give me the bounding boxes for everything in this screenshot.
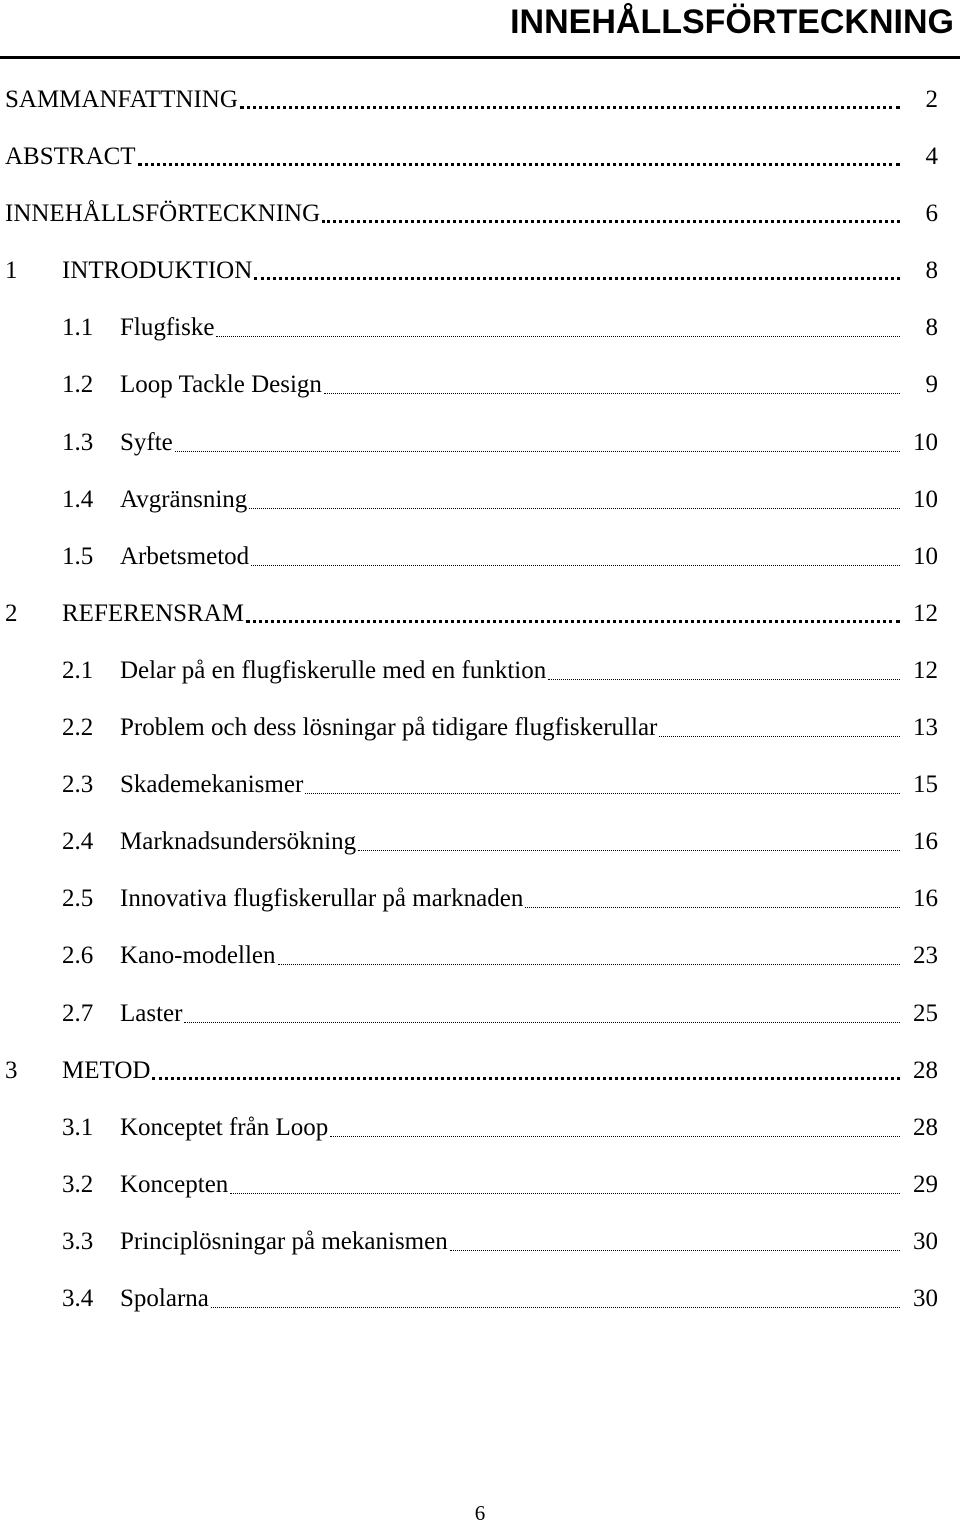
toc-entry-page[interactable]: 28 [913,1056,938,1084]
toc-entry-title[interactable]: Flugfiske [120,314,215,342]
toc-entry-page[interactable]: 30 [913,1284,938,1312]
toc-entry-body [62,1057,938,1085]
toc-entry[interactable] [0,137,960,194]
toc-entry-body [120,1228,938,1256]
table-of-contents [0,80,960,1336]
toc-entry-title[interactable]: Problem och dess lösningar på tidigare flugfiskerullar [120,714,658,742]
toc-entry-body [120,486,938,514]
toc-entry-title[interactable]: SAMMANFATTNING [5,86,238,113]
toc-entry-page[interactable]: 16 [913,885,938,913]
toc-entry-title[interactable]: INNEHÅLLSFÖRTECKNING [5,200,321,228]
toc-entry-number: 2.6 [62,942,94,970]
toc-entry-number: 3 [5,1056,18,1084]
toc-entry-page[interactable]: 28 [913,1113,938,1141]
toc-entry[interactable] [0,1108,960,1165]
toc-entry-number: 1 [5,257,18,285]
toc-dot-leader [152,1076,900,1080]
toc-entry-body [62,257,938,285]
toc-entry[interactable] [0,651,960,708]
toc-entry-number: 3.4 [62,1284,94,1312]
toc-entry-body [120,429,938,457]
toc-entry-body [120,1171,938,1199]
toc-entry-body [120,771,938,799]
toc-entry-number: 2.7 [62,999,94,1027]
toc-entry[interactable] [0,537,960,594]
toc-entry-title[interactable]: Konceptet från Loop [120,1113,329,1141]
toc-entry-title[interactable]: Laster [120,999,183,1027]
toc-entry-page[interactable]: 30 [913,1227,938,1255]
toc-entry[interactable] [0,594,960,651]
toc-entry-number: 2.5 [62,885,94,913]
toc-entry-title[interactable]: Loop Tackle Design [120,371,322,399]
toc-dot-leader [216,335,900,337]
toc-entry-body [120,885,938,913]
toc-entry-body [5,86,938,114]
toc-entry-title[interactable]: Koncepten [120,1170,229,1198]
toc-entry-body [120,314,938,342]
toc-entry-page[interactable]: 2 [925,86,938,113]
toc-dot-leader [251,564,900,566]
toc-entry[interactable] [0,708,960,765]
toc-dot-leader [175,450,900,452]
toc-entry[interactable] [0,80,960,137]
toc-entry-page[interactable]: 13 [913,714,938,742]
toc-entry-number: 2.3 [62,771,94,799]
toc-entry-number: 2.1 [62,656,94,684]
toc-entry-page[interactable]: 9 [925,371,938,399]
toc-entry-body [120,942,938,970]
toc-dot-leader [324,392,900,394]
toc-dot-leader [184,1021,900,1023]
toc-dot-leader [138,162,900,166]
toc-entry[interactable] [0,822,960,879]
toc-dot-leader [305,792,900,794]
toc-dot-leader [249,507,900,509]
toc-entry[interactable] [0,365,960,422]
toc-entry-page[interactable]: 23 [913,942,938,970]
toc-entry-number: 2.4 [62,828,94,856]
toc-entry-title[interactable]: Skademekanismer [120,771,304,799]
toc-entry-title[interactable]: Syfte [120,428,173,456]
toc-entry-title[interactable]: Delar på en flugfiskerulle med en funktion [120,656,547,684]
toc-entry-title[interactable]: Marknadsundersökning [120,828,357,856]
toc-entry-number: 3.2 [62,1170,94,1198]
toc-entry-body [120,828,938,856]
toc-entry-page[interactable]: 10 [913,428,938,456]
toc-entry-page[interactable]: 4 [925,143,938,171]
toc-entry-body [120,1285,938,1313]
toc-entry[interactable] [0,1222,960,1279]
toc-entry-page[interactable]: 12 [913,656,938,684]
toc-entry-title[interactable]: Avgränsning [120,485,248,513]
toc-dot-leader [525,906,900,908]
toc-dot-leader [240,105,900,109]
toc-entry[interactable] [0,1051,960,1108]
toc-entry[interactable] [0,251,960,308]
toc-dot-leader [254,276,900,280]
toc-entry-title[interactable]: Arbetsmetod [120,542,250,570]
toc-entry-number: 1.2 [62,371,94,399]
toc-entry-body [5,200,938,228]
toc-entry-page[interactable]: 8 [925,314,938,342]
toc-entry-page[interactable]: 12 [913,599,938,627]
toc-dot-leader [211,1306,900,1308]
toc-dot-leader [330,1135,900,1137]
toc-entry[interactable] [0,936,960,993]
toc-entry[interactable] [0,1165,960,1222]
toc-entry-page[interactable]: 8 [925,257,938,285]
toc-entry-number: 3.1 [62,1113,94,1141]
page-title: INNEHÅLLSFÖRTECKNING [510,3,954,41]
toc-entry[interactable] [0,994,960,1051]
toc-entry-title[interactable]: REFERENSRAM [62,599,244,627]
toc-entry-page[interactable]: 10 [913,485,938,513]
toc-entry-page[interactable]: 25 [913,999,938,1027]
toc-entry-number: 1.3 [62,428,94,456]
toc-entry[interactable] [0,194,960,251]
toc-entry-body [120,1114,938,1142]
toc-entry-number: 1.4 [62,485,94,513]
toc-entry-title[interactable]: Principlösningar på mekanismen [120,1227,448,1255]
toc-entry-number: 3.3 [62,1227,94,1255]
toc-entry-body [120,371,938,399]
toc-entry-number: 2 [5,599,18,627]
toc-entry-body [120,714,938,742]
toc-dot-leader [358,849,900,851]
toc-dot-leader [246,619,900,623]
toc-entry-title[interactable]: Kano-modellen [120,942,276,970]
page-header [0,0,960,62]
toc-entry-page[interactable]: 6 [925,200,938,228]
toc-entry[interactable] [0,423,960,480]
toc-entry-body [120,657,938,685]
toc-entry-title[interactable]: INTRODUKTION [62,257,253,285]
toc-dot-leader [322,219,900,223]
toc-entry-title[interactable]: ABSTRACT [5,143,136,171]
toc-entry[interactable] [0,480,960,537]
toc-entry[interactable] [0,1279,960,1336]
toc-entry[interactable] [0,765,960,822]
toc-entry-number: 1.5 [62,542,94,570]
toc-entry-body [120,543,938,571]
toc-dot-leader [548,678,900,680]
toc-entry-body [120,1000,938,1028]
toc-entry-title[interactable]: METOD [62,1056,151,1084]
toc-entry-page[interactable]: 15 [913,771,938,799]
toc-entry[interactable] [0,879,960,936]
toc-entry-number: 2.2 [62,714,94,742]
toc-entry-number: 1.1 [62,314,94,342]
toc-entry-title[interactable]: Innovativa flugfiskerullar på marknaden [120,885,524,913]
toc-dot-leader [230,1192,900,1194]
page-number: 6 [474,1501,486,1525]
toc-entry-body [5,143,938,171]
toc-dot-leader [450,1249,900,1251]
toc-entry-page[interactable]: 16 [913,828,938,856]
toc-dot-leader [278,963,900,965]
toc-entry[interactable] [0,308,960,365]
toc-entry-title[interactable]: Spolarna [120,1284,209,1312]
header-divider [0,56,960,59]
toc-dot-leader [659,735,900,737]
toc-entry-body [62,600,938,628]
toc-entry-page[interactable]: 10 [913,542,938,570]
toc-entry-page[interactable]: 29 [913,1170,938,1198]
